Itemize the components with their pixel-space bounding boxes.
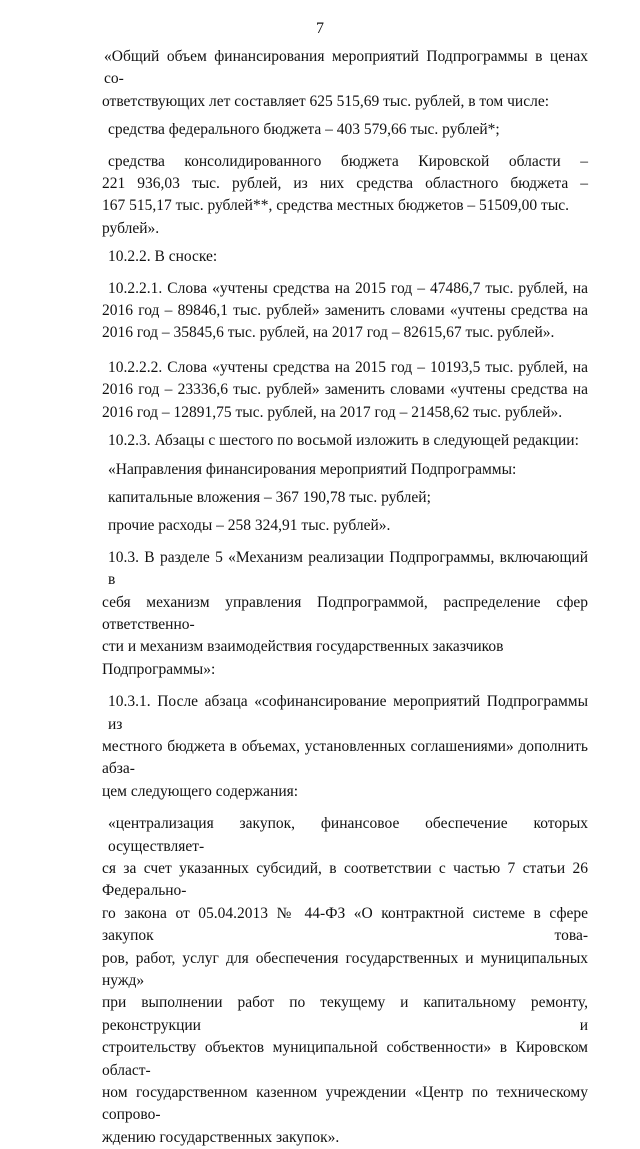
line: 2016 год – 12891,75 тыс. рублей, на 2017 год – 21458,62 тыс. рублей». [102,403,563,421]
paragraph-section-5 [104,547,588,681]
page-number: 7 [316,20,324,37]
line: сти и механизм взаимодействия государственных заказчиков Подпрограммы»: [102,638,504,678]
line: ном государственном казенном учреждении «Центр по техническому сопрово- [102,1084,588,1124]
line: 221 936,03 тыс. рублей, из них средства областного бюджета – [102,175,588,193]
line: себя механизм управления Подпрограммой, распределение сфер ответственно- [102,593,588,633]
line: ответствующих лет составляет 625 515,69 тыс. рублей, в том числе: [102,92,550,110]
paragraph-federal-budget [104,119,588,141]
line: 10.2.2. В сноске: [108,248,218,266]
document-body [104,46,588,1149]
line: при выполнении работ по текущему и капитальному ремонту, реконструкции и [102,994,588,1034]
paragraph-footnote-heading [104,246,588,268]
line: строительству объектов муниципальной собственности» в Кировском област- [102,1039,588,1079]
line: 10.3.1. После абзаца «софинансирование мероприятий Подпрограммы из [108,693,588,733]
line: средства федерального бюджета – 403 579,66 тыс. рублей*; [108,121,500,139]
paragraph-footnote-1 [104,278,588,345]
paragraph-financing-total [104,46,588,113]
paragraph-directions-heading [104,459,588,481]
line: ров, работ, услуг для обеспечения государственных и муниципальных нужд» [102,949,588,990]
line: капитальные вложения – 367 190,78 тыс. рублей; [108,488,431,506]
line: «централизация закупок, финансовое обеспечение которых осуществляет- [108,815,588,855]
line: 10.2.2.2. Слова «учтены средства на 2015 год – 10193,5 тыс. рублей, на [108,358,588,376]
paragraph-10-2-3 [104,430,588,452]
paragraph-centralization [104,813,588,1149]
line: 167 515,17 тыс. рублей**, средства местных бюджетов – 51509,00 тыс. рублей». [102,197,569,237]
paragraph-regional-budget [104,151,588,241]
line: 2016 год – 23336,6 тыс. рублей» заменить словами «учтены средства на [102,381,588,399]
paragraph-10-3-1 [104,691,588,803]
paragraph-capital-investments [104,487,588,509]
line: ся за счет указанных субсидий, в соответствии с частью 7 статьи 26 Федерально- [102,860,588,900]
line: «Направления финансирования мероприятий Подпрограммы: [108,460,517,478]
line: 10.2.2.1. Слова «учтены средства на 2015 год – 47486,7 тыс. рублей, на [108,279,588,297]
line: 2016 год – 35845,6 тыс. рублей, на 2017 год – 82615,67 тыс. рублей». [102,324,555,342]
line: «Общий объем финансирования мероприятий Подпрограммы в ценах со- [104,48,588,88]
paragraph-footnote-2 [104,357,588,424]
line: прочие расходы – 258 324,91 тыс. рублей». [108,517,391,535]
line: ждению государственных закупок». [102,1128,340,1146]
line: 10.2.3. Абзацы с шестого по восьмой изложить в следующей редакции: [108,432,579,450]
line: местного бюджета в объемах, установленных соглашениями» дополнить абза- [102,737,588,778]
line: 2016 год – 89846,1 тыс. рублей» заменить словами «учтены средства на [102,302,588,320]
line: го закона от 05.04.2013 № 44-ФЗ «О контрактной системе в сфере закупок това- [102,904,588,945]
paragraph-other-expenses [104,515,588,537]
line: 10.3. В разделе 5 «Механизм реализации Подпрограммы, включающий в [108,548,588,589]
line: цем следующего содержания: [102,782,299,800]
line: средства консолидированного бюджета Кировской области – [108,152,588,170]
